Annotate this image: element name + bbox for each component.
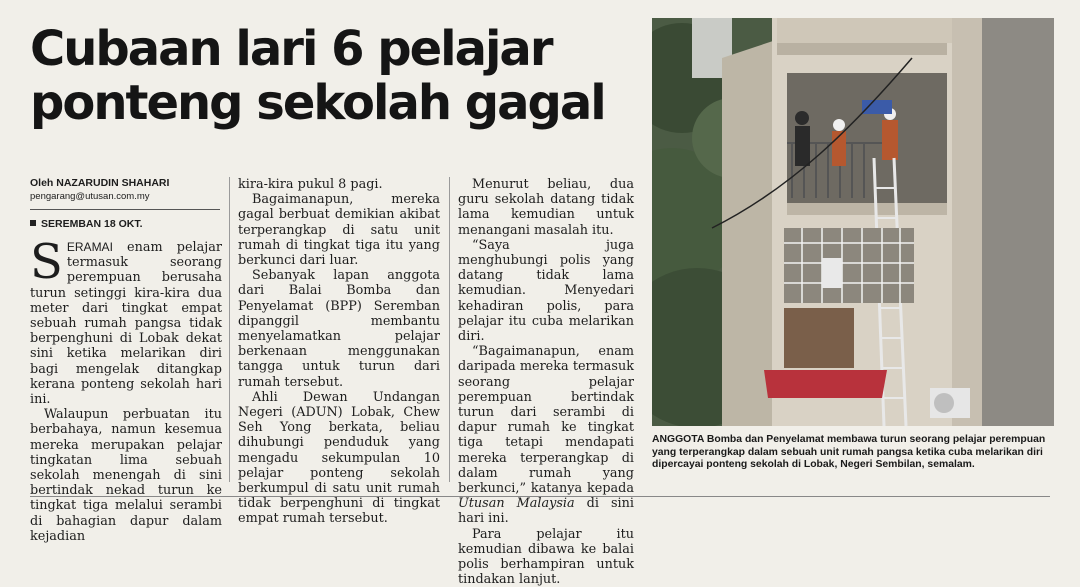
article-column-1 — [30, 234, 222, 544]
paragraph: Ahli Dewan Undangan Negeri (ADUN) Lobak, Chew Seh Yong berkata, beliau dihubungi penduduk yang mengadu sekumpulan 10 pelajar ponteng sekolah berkumpul di satu unit rumah tidak berpenghuni di tingkat empat rumah tersebut. — [238, 389, 440, 527]
publication-name: Utusan Malaysia — [458, 496, 575, 512]
bottom-divider — [30, 496, 1050, 497]
dateline-text: SEREMBAN 18 OKT. — [41, 218, 143, 230]
column-divider — [229, 177, 230, 482]
paragraph: Sebanyak lapan anggota dari Balai Bomba dan Penyelamat (BPP) Seremban dipanggil membantu menyelamatkan pelajar berkenaan menggunakan tangga untuk turun dari rumah tersebut. — [238, 268, 440, 390]
caption-text: Bomba dan Penyelamat membawa turun seorang pelajar perempuan yang terperangkap dalam sebuah unit rumah pangsa ketika cuba melarikan diri dipercayai ponteng sekolah di Lobak, Negeri Sembilan, semalam. — [652, 434, 1046, 470]
headline-line-1: Cubaan lari 6 pelajar — [30, 21, 552, 77]
article-column-3 — [458, 177, 634, 587]
rescue-scene-illustration — [652, 18, 1054, 426]
photo-caption — [652, 434, 1056, 472]
paragraph: Bagaimanapun, mereka gagal berbuat demikian akibat terperangkap di satu unit rumah di tingkat tiga itu yang berkunci dari luar. — [238, 192, 440, 269]
byline-divider — [30, 209, 220, 210]
paragraph: Para pelajar itu kemudian dibawa ke balai polis berhampiran untuk tindakan lanjut. — [458, 526, 634, 587]
caption-lead: ANGGOTA — [652, 434, 704, 445]
paragraph: kira-kira pukul 8 pagi. — [238, 177, 383, 192]
column-divider — [449, 177, 450, 482]
drop-cap: S — [30, 234, 63, 290]
paragraph — [458, 344, 634, 526]
paragraph — [30, 234, 222, 408]
news-photo — [652, 18, 1054, 426]
paragraph-text: “Bagaimanapun, enam daripada mereka termasuk seorang pelajar perempuan bertindak turun dari serambi di dapur rumah ke tingkat tiga tetapi mendapati mereka terperangkap di dalam rumah yang berkunci,” katanya kepada — [458, 344, 634, 497]
square-bullet-icon — [30, 220, 36, 226]
paragraph: “Saya juga menghubungi polis yang datang tidak lama kemudian. Menyedari kehadiran polis, para pelajar itu cuba melarikan diri. — [458, 237, 634, 345]
headline-line-2: ponteng sekolah gagal — [30, 75, 605, 131]
paragraph-text: enam pelajar termasuk seorang perempuan berusaha turun setinggi kira-kira dua meter dari tingkat empat sebuah rumah pangsa tidak berpenghuni di Lobak dekat sini ketika melarikan diri bagi mengelak ditangkap kerana ponteng sekolah hari ini. — [30, 240, 222, 408]
byline — [30, 177, 230, 210]
paragraph-text: di sini hari ini. — [458, 496, 634, 527]
dateline — [30, 218, 143, 230]
paragraph: Menurut beliau, dua guru sekolah datang tidak lama kemudian untuk menangani masalah itu. — [458, 177, 634, 238]
byline-author: Oleh NAZARUDIN SHAHARI — [30, 177, 170, 189]
byline-email: pengarang@utusan.com.my — [30, 191, 150, 202]
lead-in: ERAMAI — [66, 240, 113, 254]
headline — [30, 22, 630, 130]
article-column-2 — [238, 177, 440, 527]
paragraph: Walaupun perbuatan itu berbahaya, namun kesemua mereka merupakan pelajar tingkatan lima sebuah sekolah menengah di sini bertindak nekad turun ke tingkat tiga melalui serambi di bahagian dapur dalam kejadian — [30, 407, 222, 544]
